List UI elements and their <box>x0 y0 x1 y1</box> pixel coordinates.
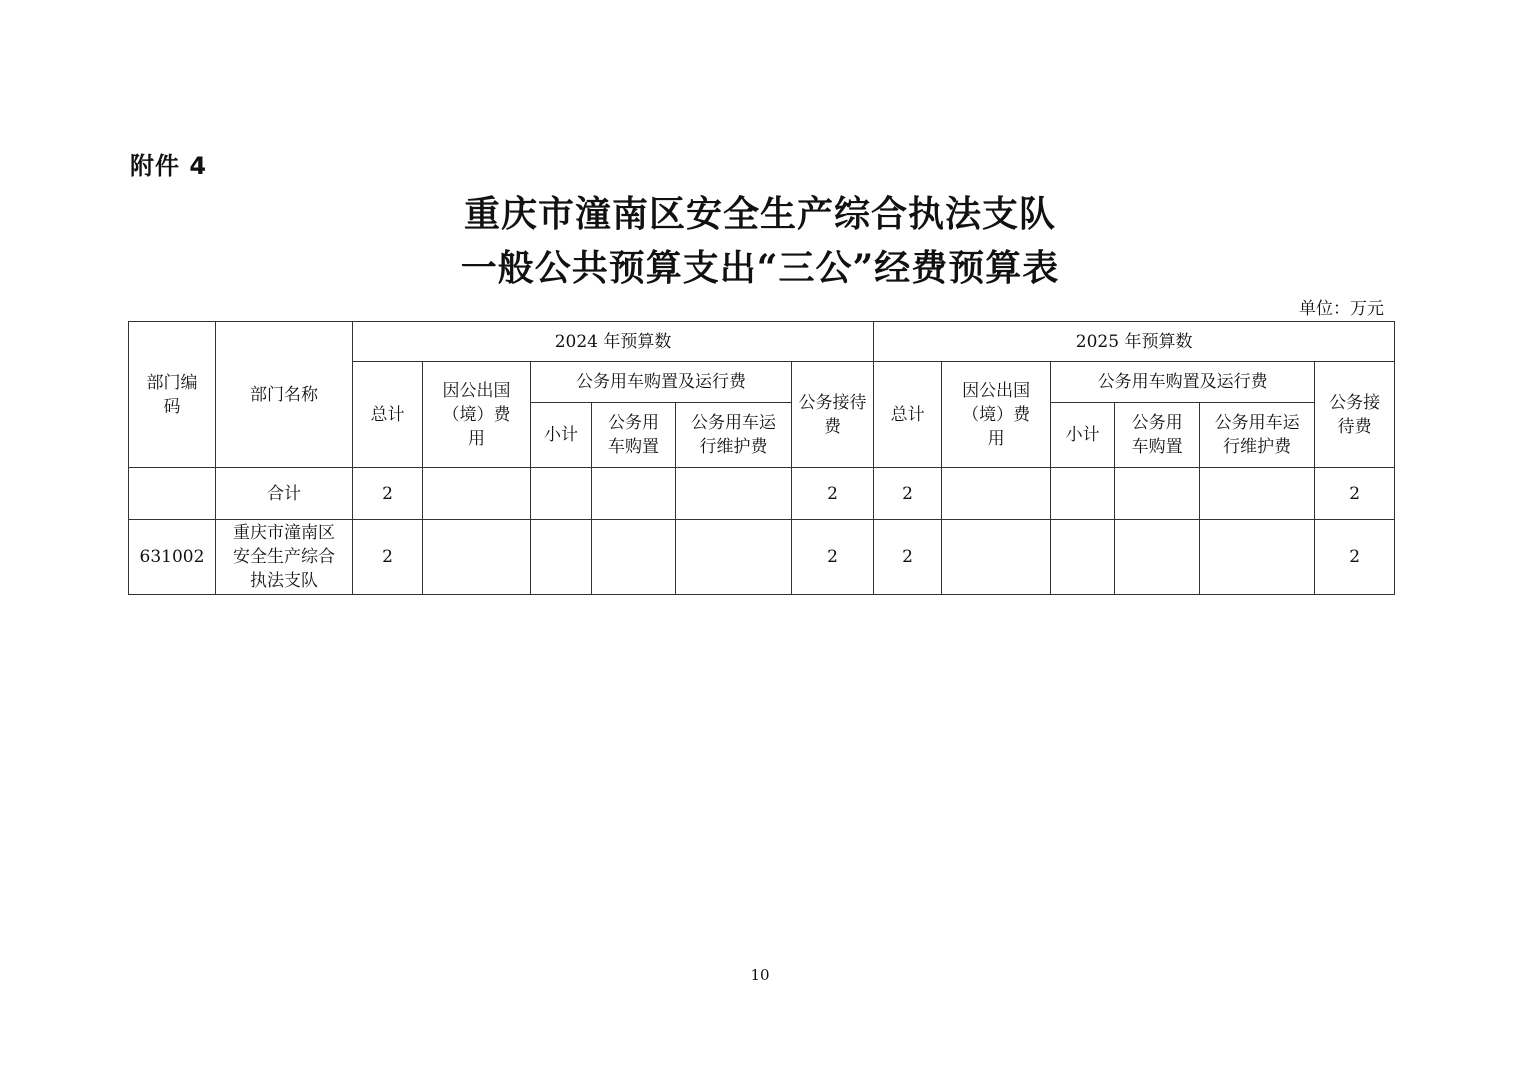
header-2024-reception: 公务接待费 <box>792 362 874 468</box>
cell-2024-vehicle-operation <box>676 468 792 520</box>
cell-2024-reception: 2 <box>792 468 874 520</box>
cell-2025-overseas <box>942 520 1051 595</box>
page-title-line-2: 一般公共预算支出“三公”经费预算表 <box>460 247 1060 289</box>
header-2024-subtotal: 小计 <box>531 403 592 468</box>
cell-code <box>129 468 216 520</box>
cell-2024-total: 2 <box>353 468 423 520</box>
header-year-2024: 2024 年预算数 <box>353 322 874 362</box>
header-2024-total: 总计 <box>353 362 423 468</box>
header-2025-subtotal: 小计 <box>1051 403 1115 468</box>
cell-2025-reception: 2 <box>1315 520 1395 595</box>
table-row <box>129 520 1395 595</box>
cell-2024-vehicle-purchase <box>592 520 676 595</box>
attachment-label: 附件 4 <box>130 152 208 180</box>
cell-2024-subtotal <box>531 520 592 595</box>
cell-2025-reception: 2 <box>1315 468 1395 520</box>
table-row <box>129 468 1395 520</box>
unit-label: 单位：万元 <box>1299 299 1384 319</box>
page-title-line-1: 重庆市潼南区安全生产综合执法支队 <box>463 193 1056 235</box>
header-2025-overseas: 因公出国（境）费用 <box>942 362 1051 468</box>
cell-name: 重庆市潼南区安全生产综合执法支队 <box>216 520 353 595</box>
cell-2025-vehicle-purchase <box>1115 468 1200 520</box>
header-2024-vehicle-operation: 公务用车运行维护费 <box>676 403 792 468</box>
cell-2024-vehicle-operation <box>676 520 792 595</box>
page-number: 10 <box>750 966 770 984</box>
header-2025-vehicle-purchase: 公务用车购置 <box>1115 403 1200 468</box>
cell-2024-reception: 2 <box>792 520 874 595</box>
cell-2024-overseas <box>423 520 531 595</box>
header-2025-vehicle-operation: 公务用车运行维护费 <box>1200 403 1315 468</box>
cell-2025-overseas <box>942 468 1051 520</box>
header-2024-vehicle-group: 公务用车购置及运行费 <box>531 362 792 403</box>
cell-2024-vehicle-purchase <box>592 468 676 520</box>
header-2024-overseas: 因公出国（境）费用 <box>423 362 531 468</box>
cell-2024-total: 2 <box>353 520 423 595</box>
cell-2025-vehicle-operation <box>1200 468 1315 520</box>
cell-2024-subtotal <box>531 468 592 520</box>
cell-2025-vehicle-operation <box>1200 520 1315 595</box>
cell-name: 合计 <box>216 468 353 520</box>
header-year-2025: 2025 年预算数 <box>874 322 1395 362</box>
header-2025-vehicle-group: 公务用车购置及运行费 <box>1051 362 1315 403</box>
cell-2025-vehicle-purchase <box>1115 520 1200 595</box>
cell-code: 631002 <box>129 520 216 595</box>
header-dept-code: 部门编码 <box>129 322 216 468</box>
header-2024-vehicle-purchase: 公务用车购置 <box>592 403 676 468</box>
header-dept-name: 部门名称 <box>216 322 353 468</box>
cell-2025-total: 2 <box>874 468 942 520</box>
cell-2025-total: 2 <box>874 520 942 595</box>
cell-2025-subtotal <box>1051 520 1115 595</box>
header-2025-total: 总计 <box>874 362 942 468</box>
cell-2024-overseas <box>423 468 531 520</box>
header-2025-reception: 公务接待费 <box>1315 362 1395 468</box>
cell-2025-subtotal <box>1051 468 1115 520</box>
budget-table <box>128 321 1395 595</box>
